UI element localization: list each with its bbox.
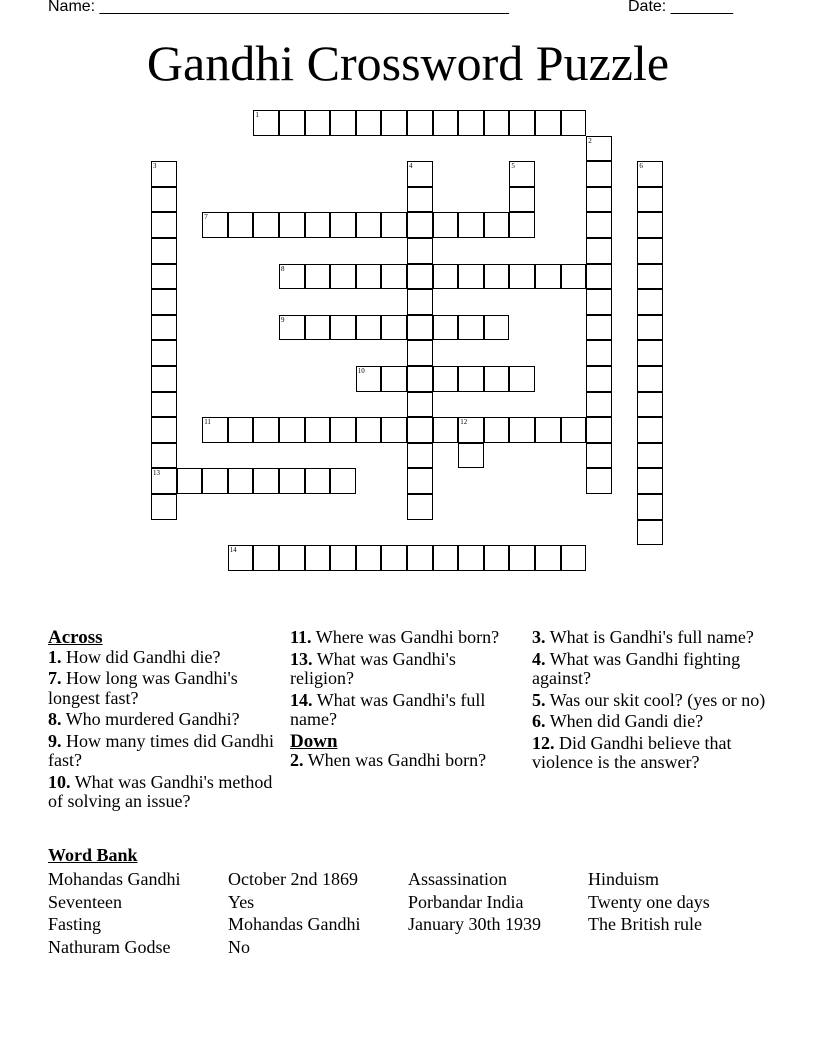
- grid-cell[interactable]: [484, 417, 510, 443]
- clue-number: 4: [409, 162, 413, 171]
- grid-cell[interactable]: [637, 392, 663, 418]
- word-bank-item: Twenty one days: [588, 891, 710, 912]
- grid-cell[interactable]: [305, 264, 331, 290]
- grid-cell[interactable]: [381, 417, 407, 443]
- grid-cell[interactable]: [637, 212, 663, 238]
- word-bank-item: Fasting: [48, 914, 102, 934]
- grid-cell[interactable]: [356, 212, 382, 238]
- grid-cell[interactable]: [356, 264, 382, 290]
- clue-number: 13: [153, 469, 160, 478]
- clue-number: 12: [460, 418, 468, 427]
- grid-cell[interactable]: [305, 545, 331, 571]
- grid-cell[interactable]: [407, 468, 433, 494]
- grid-cell[interactable]: [407, 443, 433, 469]
- grid-cell[interactable]: [637, 468, 663, 494]
- grid-cell[interactable]: [458, 545, 484, 571]
- clue-number: 3: [153, 162, 157, 171]
- grid-cell[interactable]: [458, 443, 484, 469]
- grid-cell[interactable]: [433, 315, 459, 341]
- grid-cell[interactable]: [586, 161, 612, 187]
- grid-cell[interactable]: [509, 187, 535, 213]
- clues-column-3: [532, 628, 772, 775]
- grid-cell[interactable]: [586, 468, 612, 494]
- grid-cell[interactable]: [407, 212, 433, 238]
- grid-cell[interactable]: [484, 366, 510, 392]
- word-bank-item: The British rule: [588, 914, 702, 934]
- grid-cell[interactable]: [151, 289, 177, 315]
- grid-cell[interactable]: [356, 545, 382, 571]
- grid-cell[interactable]: [407, 340, 433, 366]
- grid-cell[interactable]: [637, 443, 663, 469]
- grid-cell[interactable]: [484, 110, 510, 136]
- grid-cell[interactable]: [151, 417, 177, 443]
- grid-cell[interactable]: [637, 238, 663, 264]
- grid-cell[interactable]: [637, 340, 663, 366]
- grid-cell[interactable]: [484, 315, 510, 341]
- word-bank-item: Mohandas Gandhi: [48, 869, 181, 889]
- grid-cell[interactable]: [305, 417, 331, 443]
- grid-cell[interactable]: [381, 545, 407, 571]
- word-bank-item: No: [228, 936, 250, 957]
- grid-cell[interactable]: [561, 545, 587, 571]
- grid-cell[interactable]: [637, 187, 663, 213]
- grid-cell[interactable]: [279, 110, 305, 136]
- grid-cell[interactable]: [305, 212, 331, 238]
- grid-cell[interactable]: [330, 212, 356, 238]
- clue-number: 7: [204, 213, 208, 222]
- clue-number: 14: [229, 546, 237, 555]
- grid-cell[interactable]: [433, 264, 459, 290]
- clue-across-8: 8. Who murdered Gandhi?: [48, 709, 240, 729]
- clue-across-11: 11. Where was Gandhi born?: [290, 627, 500, 647]
- grid-cell[interactable]: [151, 392, 177, 418]
- grid-cell[interactable]: [535, 417, 561, 443]
- grid-cell[interactable]: [356, 315, 382, 341]
- grid-cell[interactable]: [151, 340, 177, 366]
- grid-cell[interactable]: [484, 545, 510, 571]
- name-line: Name: ______________________________________________: [48, 0, 509, 15]
- grid-cell[interactable]: [177, 468, 203, 494]
- grid-cell[interactable]: [202, 468, 228, 494]
- grid-cell[interactable]: [535, 545, 561, 571]
- grid-cell[interactable]: [253, 212, 279, 238]
- clue-across-1: 1. How did Gandhi die?: [48, 646, 221, 667]
- grid-cell[interactable]: [637, 366, 663, 392]
- clues-column-2: [290, 628, 520, 773]
- grid-cell[interactable]: [407, 315, 433, 341]
- grid-cell[interactable]: [509, 110, 535, 136]
- grid-cell[interactable]: [330, 264, 356, 290]
- grid-cell[interactable]: [509, 264, 535, 290]
- grid-cell[interactable]: [279, 212, 305, 238]
- date-line: Date: _______: [628, 0, 733, 15]
- clue-down-2: 2. When was Gandhi born?: [290, 750, 487, 770]
- clue-number: 1: [255, 111, 259, 119]
- grid-cell[interactable]: [407, 366, 433, 392]
- grid-cell[interactable]: [228, 212, 254, 238]
- grid-cell[interactable]: [484, 212, 510, 238]
- grid-cell[interactable]: [151, 494, 177, 520]
- grid-cell[interactable]: [586, 212, 612, 238]
- grid-cell[interactable]: [586, 392, 612, 418]
- word-bank: [48, 868, 768, 958]
- grid-cell[interactable]: [484, 264, 510, 290]
- word-bank-item: October 2nd 1869: [228, 869, 358, 889]
- grid-cell[interactable]: [586, 187, 612, 213]
- grid-cell[interactable]: [458, 110, 484, 136]
- clue-across-9: 9. How many times did Gandhi fast?: [48, 730, 274, 770]
- grid-cell[interactable]: [561, 264, 587, 290]
- clue-down-5: 5. Was our skit cool? (yes or no): [532, 689, 766, 710]
- grid-cell[interactable]: [151, 443, 177, 469]
- word-bank-item: Yes: [228, 891, 255, 912]
- grid-cell[interactable]: [356, 110, 382, 136]
- grid-cell[interactable]: [637, 520, 663, 546]
- grid-cell[interactable]: [509, 417, 535, 443]
- grid-cell[interactable]: [381, 110, 407, 136]
- grid-cell[interactable]: [305, 468, 331, 494]
- clue-down-12: 12. Did Gandhi believe that violence is the answer?: [532, 732, 732, 772]
- clue-number: 11: [204, 418, 211, 427]
- grid-cell[interactable]: [637, 264, 663, 290]
- grid-cell[interactable]: [433, 366, 459, 392]
- grid-cell[interactable]: [305, 315, 331, 341]
- grid-cell[interactable]: [586, 443, 612, 469]
- clue-across-14: 14. What was Gandhi's full name?: [290, 689, 486, 729]
- grid-cell[interactable]: [305, 110, 331, 136]
- grid-cell[interactable]: [535, 110, 561, 136]
- clues-column-1: [48, 628, 284, 814]
- clue-down-3: 3. What is Gandhi's full name?: [532, 627, 754, 647]
- grid-cell[interactable]: [433, 212, 459, 238]
- grid-cell[interactable]: [586, 417, 612, 443]
- grid-cell[interactable]: [330, 417, 356, 443]
- grid-cell[interactable]: [586, 315, 612, 341]
- grid-cell[interactable]: [381, 212, 407, 238]
- clue-number: 5: [511, 162, 515, 171]
- grid-cell[interactable]: [330, 315, 356, 341]
- grid-cell[interactable]: [586, 238, 612, 264]
- grid-cell[interactable]: [586, 340, 612, 366]
- grid-cell[interactable]: [509, 366, 535, 392]
- grid-cell[interactable]: [637, 315, 663, 341]
- grid-cell[interactable]: [458, 315, 484, 341]
- clue-number: 8: [281, 264, 285, 273]
- grid-cell[interactable]: [407, 417, 433, 443]
- grid-cell[interactable]: [509, 212, 535, 238]
- grid-cell[interactable]: [407, 187, 433, 213]
- grid-cell[interactable]: [535, 264, 561, 290]
- grid-cell[interactable]: [228, 417, 254, 443]
- word-bank-item: Seventeen: [48, 891, 122, 912]
- grid-cell[interactable]: [330, 468, 356, 494]
- grid-cell[interactable]: [279, 468, 305, 494]
- grid-cell[interactable]: [407, 289, 433, 315]
- clue-across-13: 13. What was Gandhi's religion?: [290, 648, 456, 688]
- page-title: Gandhi Crossword Puzzle: [146, 35, 670, 91]
- word-bank-item: Assassination: [408, 869, 507, 889]
- grid-cell[interactable]: [381, 264, 407, 290]
- grid-cell[interactable]: [407, 264, 433, 290]
- grid-cell[interactable]: [637, 417, 663, 443]
- grid-cell[interactable]: [433, 417, 459, 443]
- grid-cell[interactable]: [561, 417, 587, 443]
- grid-cell[interactable]: [637, 494, 663, 520]
- grid-cell[interactable]: [151, 212, 177, 238]
- grid-cell[interactable]: [151, 366, 177, 392]
- clue-number: 6: [639, 162, 643, 171]
- grid-cell[interactable]: [151, 315, 177, 341]
- grid-cell[interactable]: [637, 289, 663, 315]
- grid-cell[interactable]: [433, 545, 459, 571]
- grid-cell[interactable]: [151, 238, 177, 264]
- word-bank-item: January 30th 1939: [408, 914, 541, 934]
- grid-cell[interactable]: [228, 468, 254, 494]
- grid-cell[interactable]: [279, 545, 305, 571]
- word-bank-heading: Word Bank: [48, 845, 138, 865]
- clue-number: 2: [588, 136, 592, 145]
- clue-across-7: 7. How long was Gandhi's longest fast?: [48, 668, 238, 708]
- grid-cell[interactable]: [279, 417, 305, 443]
- clue-across-10: 10. What was Gandhi's method of solving an issue?: [48, 771, 273, 811]
- across-heading: Across: [48, 627, 103, 648]
- grid-cell[interactable]: [433, 110, 459, 136]
- clue-down-4: 4. What was Gandhi fighting against?: [532, 648, 741, 688]
- grid-cell[interactable]: [253, 468, 279, 494]
- grid-cell[interactable]: [330, 545, 356, 571]
- down-heading: Down: [290, 730, 338, 752]
- grid-cell[interactable]: [253, 417, 279, 443]
- clue-number: 10: [357, 367, 365, 375]
- grid-cell[interactable]: [253, 545, 279, 571]
- grid-cell[interactable]: [586, 264, 612, 290]
- grid-cell[interactable]: [356, 417, 382, 443]
- grid-cell[interactable]: [407, 392, 433, 418]
- grid-cell[interactable]: [586, 289, 612, 315]
- grid-cell[interactable]: [561, 110, 587, 136]
- grid-cell[interactable]: [458, 264, 484, 290]
- word-bank-item: Nathuram Godse: [48, 936, 171, 957]
- grid-cell[interactable]: [586, 366, 612, 392]
- grid-cell[interactable]: [407, 110, 433, 136]
- clue-number: 9: [281, 315, 285, 324]
- grid-cell[interactable]: [458, 366, 484, 392]
- word-bank-item: Porbandar India: [408, 891, 524, 912]
- grid-cell[interactable]: [381, 366, 407, 392]
- word-bank-item: Mohandas Gandhi: [228, 914, 361, 934]
- grid-cell[interactable]: [151, 187, 177, 213]
- word-bank-item: Hinduism: [588, 869, 660, 889]
- clue-down-6: 6. When did Gandi die?: [532, 711, 704, 731]
- grid-cell[interactable]: [407, 545, 433, 571]
- grid-cell[interactable]: [509, 545, 535, 571]
- grid-cell[interactable]: [458, 212, 484, 238]
- grid-cell[interactable]: [407, 238, 433, 264]
- grid-cell[interactable]: [407, 494, 433, 520]
- grid-cell[interactable]: [151, 264, 177, 290]
- grid-cell[interactable]: [330, 110, 356, 136]
- grid-cell[interactable]: [381, 315, 407, 341]
